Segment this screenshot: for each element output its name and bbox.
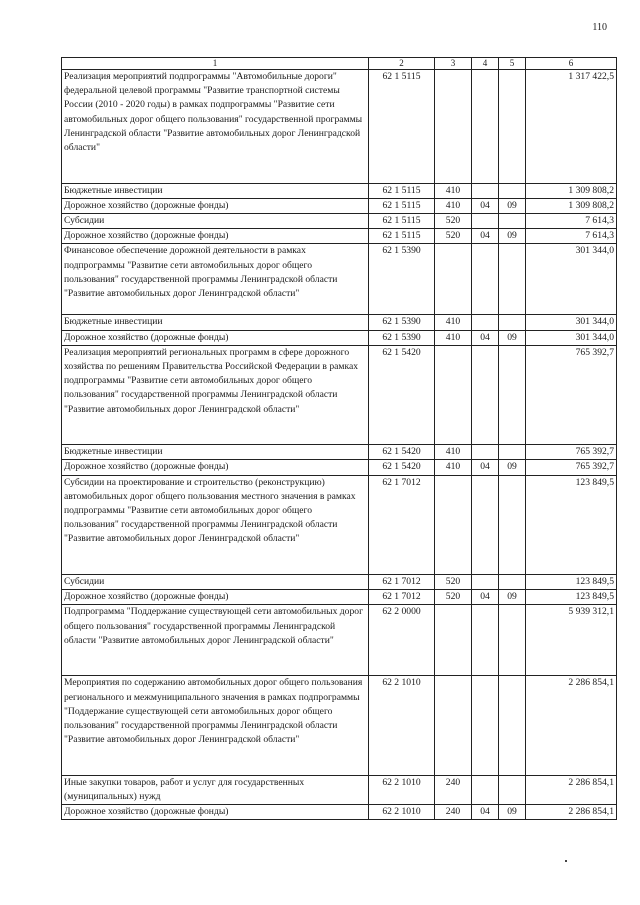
budget-table bbox=[61, 57, 617, 820]
expense-type-cell: 520 bbox=[435, 590, 472, 605]
amount-cell: 301 344,0 bbox=[526, 330, 617, 345]
section-cell: 04 bbox=[472, 460, 499, 475]
target-code-cell: 62 1 5420 bbox=[369, 445, 435, 460]
target-code-cell: 62 1 5420 bbox=[369, 460, 435, 475]
table-row bbox=[62, 214, 617, 229]
row-name-cell: Бюджетные инвестиции bbox=[62, 445, 369, 460]
section-cell bbox=[472, 676, 499, 775]
section-cell bbox=[472, 345, 499, 444]
amount-cell: 123 849,5 bbox=[526, 575, 617, 590]
section-cell bbox=[472, 575, 499, 590]
header-col-5: 5 bbox=[499, 58, 526, 70]
row-name-cell: Дорожное хозяйство (дорожные фонды) bbox=[62, 805, 369, 820]
expense-type-cell: 410 bbox=[435, 460, 472, 475]
row-name-cell: Субсидии bbox=[62, 575, 369, 590]
section-cell: 04 bbox=[472, 590, 499, 605]
row-name-cell: Мероприятия по содержанию автомобильных дорог общего пользования регионального и межмуниципального значения в рамках подпрограммы "Поддержание существующей сети автомобильных дорог общего пользования" государственной программы Ленинградской области "Развитие автомобильных дорог Ленинградской области" bbox=[62, 676, 369, 775]
section-cell bbox=[472, 445, 499, 460]
section-cell: 04 bbox=[472, 229, 499, 244]
section-cell bbox=[472, 214, 499, 229]
section-cell: 04 bbox=[472, 198, 499, 213]
subsection-cell bbox=[499, 214, 526, 229]
amount-cell: 7 614,3 bbox=[526, 229, 617, 244]
row-name-cell: Дорожное хозяйство (дорожные фонды) bbox=[62, 590, 369, 605]
target-code-cell: 62 2 0000 bbox=[369, 605, 435, 676]
expense-type-cell bbox=[435, 345, 472, 444]
amount-cell: 123 849,5 bbox=[526, 590, 617, 605]
row-name-cell: Дорожное хозяйство (дорожные фонды) bbox=[62, 460, 369, 475]
row-name-cell: Субсидии на проектирование и строительство (реконструкцию) автомобильных дорог общего пользования местного значения в рамках подпрограммы "Развитие сети автомобильных дорог общего пользования" государственной программы Ленинградской области "Развитие автомобильных дорог Ленинградской области" bbox=[62, 475, 369, 574]
table-row bbox=[62, 244, 617, 315]
table-row bbox=[62, 460, 617, 475]
row-name-cell: Иные закупки товаров, работ и услуг для государственных (муниципальных) нужд bbox=[62, 775, 369, 804]
amount-cell: 1 317 422,5 bbox=[526, 70, 617, 184]
table-body bbox=[62, 70, 617, 820]
subsection-cell bbox=[499, 445, 526, 460]
amount-cell: 765 392,7 bbox=[526, 445, 617, 460]
subsection-cell bbox=[499, 575, 526, 590]
section-cell: 04 bbox=[472, 805, 499, 820]
subsection-cell bbox=[499, 70, 526, 184]
row-name-cell: Реализация мероприятий региональных программ в сфере дорожного хозяйства по решениям Правительства Российской Федерации в рамках подпрограммы "Развитие сети автомобильных дорог общего пользования" государственной программы Ленинградской области "Развитие автомобильных дорог Ленинградской области" bbox=[62, 345, 369, 444]
subsection-cell bbox=[499, 475, 526, 574]
row-name-cell: Дорожное хозяйство (дорожные фонды) bbox=[62, 330, 369, 345]
amount-cell: 301 344,0 bbox=[526, 244, 617, 315]
subsection-cell: 09 bbox=[499, 229, 526, 244]
target-code-cell: 62 1 7012 bbox=[369, 575, 435, 590]
expense-type-cell bbox=[435, 244, 472, 315]
table-row bbox=[62, 70, 617, 184]
amount-cell: 765 392,7 bbox=[526, 345, 617, 444]
table-row bbox=[62, 198, 617, 213]
row-name-cell: Реализация мероприятий подпрограммы "Автомобильные дороги" федеральной целевой программы "Развитие транспортной системы России (2010 - 2020 годы) в рамках подпрограммы "Развитие сети автомобильных дорог общего пользования" государственной программы Ленинградской области "Развитие автомобильных дорог Ленинградской области" bbox=[62, 70, 369, 184]
target-code-cell: 62 1 5420 bbox=[369, 345, 435, 444]
table-row bbox=[62, 345, 617, 444]
subsection-cell bbox=[499, 605, 526, 676]
target-code-cell: 62 2 1010 bbox=[369, 775, 435, 804]
row-name-cell: Бюджетные инвестиции bbox=[62, 183, 369, 198]
scan-speck bbox=[565, 860, 567, 862]
expense-type-cell: 410 bbox=[435, 330, 472, 345]
target-code-cell: 62 1 5115 bbox=[369, 214, 435, 229]
table-row bbox=[62, 775, 617, 804]
target-code-cell: 62 2 1010 bbox=[369, 805, 435, 820]
section-cell bbox=[472, 315, 499, 330]
section-cell bbox=[472, 183, 499, 198]
target-code-cell: 62 1 5390 bbox=[369, 315, 435, 330]
amount-cell: 123 849,5 bbox=[526, 475, 617, 574]
target-code-cell: 62 1 5115 bbox=[369, 183, 435, 198]
expense-type-cell: 410 bbox=[435, 315, 472, 330]
section-cell bbox=[472, 70, 499, 184]
table-row bbox=[62, 475, 617, 574]
expense-type-cell: 520 bbox=[435, 229, 472, 244]
table-row bbox=[62, 605, 617, 676]
table-row bbox=[62, 676, 617, 775]
amount-cell: 1 309 808,2 bbox=[526, 183, 617, 198]
amount-cell: 5 939 312,1 bbox=[526, 605, 617, 676]
row-name-cell: Бюджетные инвестиции bbox=[62, 315, 369, 330]
expense-type-cell: 240 bbox=[435, 805, 472, 820]
row-name-cell: Дорожное хозяйство (дорожные фонды) bbox=[62, 229, 369, 244]
target-code-cell: 62 1 7012 bbox=[369, 590, 435, 605]
expense-type-cell bbox=[435, 605, 472, 676]
subsection-cell: 09 bbox=[499, 198, 526, 213]
section-cell bbox=[472, 605, 499, 676]
expense-type-cell: 410 bbox=[435, 445, 472, 460]
subsection-cell bbox=[499, 775, 526, 804]
header-col-6: 6 bbox=[526, 58, 617, 70]
target-code-cell: 62 1 7012 bbox=[369, 475, 435, 574]
expense-type-cell: 410 bbox=[435, 198, 472, 213]
amount-cell: 2 286 854,1 bbox=[526, 676, 617, 775]
expense-type-cell: 520 bbox=[435, 214, 472, 229]
target-code-cell: 62 1 5390 bbox=[369, 244, 435, 315]
table-row bbox=[62, 590, 617, 605]
header-col-3: 3 bbox=[435, 58, 472, 70]
expense-type-cell bbox=[435, 676, 472, 775]
row-name-cell: Подпрограмма "Поддержание существующей сети автомобильных дорог общего пользования" государственной программы Ленинградской области "Развитие автомобильных дорог Ленинградской области" bbox=[62, 605, 369, 676]
header-col-4: 4 bbox=[472, 58, 499, 70]
section-cell bbox=[472, 775, 499, 804]
table-row bbox=[62, 229, 617, 244]
subsection-cell bbox=[499, 345, 526, 444]
target-code-cell: 62 1 5390 bbox=[369, 330, 435, 345]
subsection-cell bbox=[499, 244, 526, 315]
subsection-cell: 09 bbox=[499, 330, 526, 345]
subsection-cell: 09 bbox=[499, 590, 526, 605]
table-row bbox=[62, 805, 617, 820]
amount-cell: 301 344,0 bbox=[526, 315, 617, 330]
amount-cell: 2 286 854,1 bbox=[526, 805, 617, 820]
expense-type-cell: 240 bbox=[435, 775, 472, 804]
amount-cell: 765 392,7 bbox=[526, 460, 617, 475]
target-code-cell: 62 1 5115 bbox=[369, 198, 435, 213]
table-row bbox=[62, 315, 617, 330]
header-col-2: 2 bbox=[369, 58, 435, 70]
subsection-cell bbox=[499, 183, 526, 198]
section-cell: 04 bbox=[472, 330, 499, 345]
target-code-cell: 62 2 1010 bbox=[369, 676, 435, 775]
section-cell bbox=[472, 475, 499, 574]
header-row bbox=[62, 58, 617, 70]
subsection-cell bbox=[499, 676, 526, 775]
subsection-cell: 09 bbox=[499, 460, 526, 475]
section-cell bbox=[472, 244, 499, 315]
table-row bbox=[62, 330, 617, 345]
target-code-cell: 62 1 5115 bbox=[369, 229, 435, 244]
expense-type-cell bbox=[435, 70, 472, 184]
expense-type-cell bbox=[435, 475, 472, 574]
table-row bbox=[62, 575, 617, 590]
expense-type-cell: 520 bbox=[435, 575, 472, 590]
row-name-cell: Дорожное хозяйство (дорожные фонды) bbox=[62, 198, 369, 213]
row-name-cell: Субсидии bbox=[62, 214, 369, 229]
page-number: 110 bbox=[592, 22, 607, 33]
table-row bbox=[62, 445, 617, 460]
target-code-cell: 62 1 5115 bbox=[369, 70, 435, 184]
subsection-cell bbox=[499, 315, 526, 330]
table-row bbox=[62, 183, 617, 198]
expense-type-cell: 410 bbox=[435, 183, 472, 198]
row-name-cell: Финансовое обеспечение дорожной деятельности в рамках подпрограммы "Развитие сети автомобильных дорог общего пользования" государственной программы Ленинградской области "Развитие автомобильных дорог Ленинградской области" bbox=[62, 244, 369, 315]
amount-cell: 2 286 854,1 bbox=[526, 775, 617, 804]
subsection-cell: 09 bbox=[499, 805, 526, 820]
amount-cell: 7 614,3 bbox=[526, 214, 617, 229]
header-col-1: 1 bbox=[62, 58, 369, 70]
amount-cell: 1 309 808,2 bbox=[526, 198, 617, 213]
